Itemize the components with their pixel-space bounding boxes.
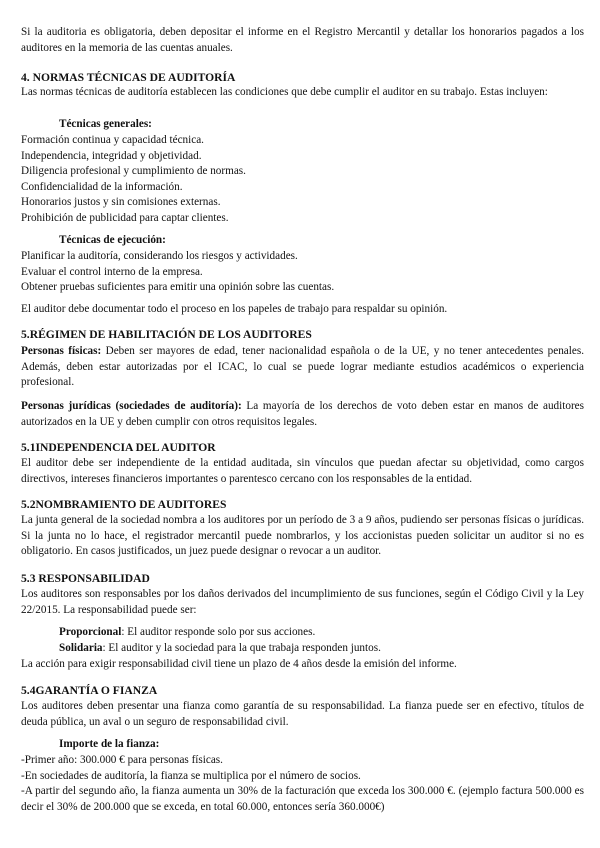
section-5-3-closing: La acción para exigir responsabilidad civil tiene un plazo de 4 años desde la emisión del informe. xyxy=(21,658,457,670)
proporcional-text: : El auditor responde solo por sus acciones. xyxy=(121,626,316,638)
list-item: Formación continua y capacidad técnica. xyxy=(21,134,204,146)
intro-paragraph: Si la auditoria es obligatoria, deben depositar el informe en el Registro Mercantil y detallar los honorarios pagados a los auditores en la memoria de las cuentas anuales. xyxy=(21,26,584,54)
list-item: Obtener pruebas suficientes para emitir una opinión sobre las cuentas. xyxy=(21,281,335,294)
list-item: Confidencialidad de la información. xyxy=(21,180,183,193)
section-5-1-text: El auditor debe ser independiente de la entidad auditada, sin vínculos que puedan afectar su objetividad, como cargos directivos, intereses financieros importantes o parentesco cercano con los responsables de la entidad. xyxy=(21,457,584,485)
section-5-3-heading: 5.3 RESPONSABILIDAD xyxy=(21,572,150,585)
general-techniques-list xyxy=(21,133,584,227)
execution-techniques-title: Técnicas de ejecución: xyxy=(59,234,166,246)
section-5-4-text: Los auditores deben presentar una fianza como garantía de su responsabilidad. La fianza puede ser en efectivo, títulos de deuda pública, un aval o un seguro de responsabilidad civil. xyxy=(21,700,584,728)
list-item: Independencia, integridad y objetividad. xyxy=(21,149,202,162)
personas-fisicas-paragraph xyxy=(21,344,584,391)
section-4-intro: Las normas técnicas de auditoría establecen las condiciones que debe cumplir el auditor en su trabajo. Estas incluyen: xyxy=(21,86,548,98)
proporcional-line xyxy=(21,625,600,641)
list-item: -Primer año: 300.000 € para personas físicas. xyxy=(21,754,223,766)
solidaria-text: : El auditor y la sociedad para la que trabaja responden juntos. xyxy=(102,642,381,654)
personas-juridicas-paragraph xyxy=(21,399,584,430)
personas-juridicas-label: Personas jurídicas (sociedades de auditoría): xyxy=(21,400,242,412)
execution-techniques-list xyxy=(21,249,584,296)
list-item: Evaluar el control interno de la empresa. xyxy=(21,265,203,278)
personas-juridicas-text: La mayoría de los derechos de voto deben estar en manos de auditores autorizados en la UE y deben cumplir con otros requisitos legales. xyxy=(21,400,584,428)
proporcional-label: Proporcional xyxy=(59,626,122,638)
fianza-list xyxy=(21,753,584,815)
list-item: -En sociedades de auditoría, la fianza se multiplica por el número de socios. xyxy=(21,769,361,782)
section-4-heading: 4. NORMAS TÉCNICAS DE AUDITORÍA xyxy=(21,71,236,84)
section-5-heading: 5.RÉGIMEN DE HABILITACIÓN DE LOS AUDITORES xyxy=(21,328,312,341)
solidaria-label: Solidaria xyxy=(59,642,103,654)
personas-fisicas-label: Personas físicas: xyxy=(21,345,102,357)
section-5-4-heading: 5.4GARANTÍA O FIANZA xyxy=(21,684,158,697)
general-techniques-title: Técnicas generales: xyxy=(59,118,152,130)
section-4-closing: El auditor debe documentar todo el proceso en los papeles de trabajo para respaldar su opinión. xyxy=(21,303,448,315)
fianza-amount-title: Importe de la fianza: xyxy=(59,738,160,750)
list-item: Honorarios justos y sin comisiones externas. xyxy=(21,196,221,209)
list-item: -A partir del segundo año, la fianza aumenta un 30% de la facturación que exceda los 300.000 €. (ejemplo factura 500.000 es decir el 30% de 200.000 que se exceda, en total 60.000, entonces sería 360.000€) xyxy=(21,785,584,813)
section-5-3-text: Los auditores son responsables por los daños derivados del incumplimiento de sus funciones, según el Código Civil y la Ley 22/2015. La responsabilidad puede ser: xyxy=(21,588,584,616)
list-item: Diligencia profesional y cumplimiento de normas. xyxy=(21,165,246,178)
solidaria-line xyxy=(21,641,600,657)
section-5-2-heading: 5.2NOMBRAMIENTO DE AUDITORES xyxy=(21,498,227,511)
list-item: Planificar la auditoría, considerando los riesgos y actividades. xyxy=(21,250,298,262)
personas-fisicas-text: Deben ser mayores de edad, tener nacionalidad española o de la UE, y no tener antecedentes penales. Además, deben estar autorizadas por el ICAC, lo cual se puede lograr mediante estudios académicos o experiencia profesional. xyxy=(21,345,584,389)
section-5-2-text: La junta general de la sociedad nombra a los auditores por un período de 3 a 9 años, pudiendo ser personas físicas o jurídicas. Si la junta no lo hace, el registrador mercantil puede nombrarlos, y los accionistas pueden solicitar un auditor si no es obligatorio. En casos justificados, un juez puede designar o revocar a un auditor. xyxy=(21,514,584,558)
section-5-1-heading: 5.1INDEPENDENCIA DEL AUDITOR xyxy=(21,441,216,454)
list-item: Prohibición de publicidad para captar clientes. xyxy=(21,211,229,224)
